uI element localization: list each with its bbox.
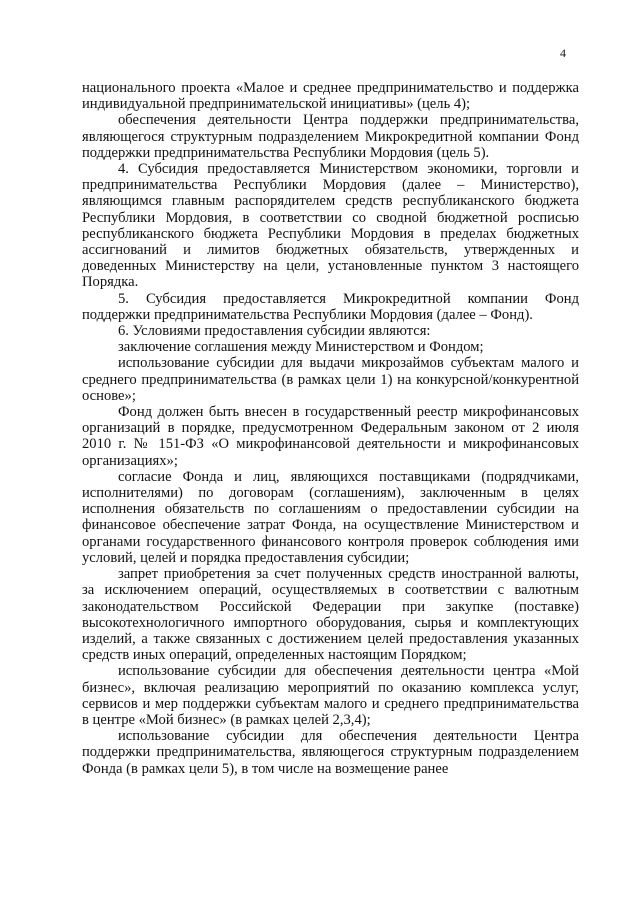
paragraph-clause-6: 6. Условиями предоставления субсидии являются: [118,323,431,340]
document-body [82,80,579,777]
paragraph-registry: Фонд должен быть внесен в государственный реестр микрофинансовых организаций в порядке, предусмотренном Федеральным законом от 2 июля 2010 г. № 151-ФЗ «О микрофинансовой деятельности и микрофинансовых организациях»; [82,404,579,469]
paragraph-clause-5: 5. Субсидия предоставляется Микрокредитной компании Фонд поддержки предпринимательства Республики Мордовия (далее – Фонд). [82,290,579,323]
paragraph-clause-4: 4. Субсидия предоставляется Министерством экономики, торговли и предпринимательства Республики Мордовия (далее – Министерство), являющимся главным распорядителем средств республиканского бюджета Республики Мордовия, в соответствии со сводной бюджетной росписью республиканского бюджета Республики Мордовия в пределах бюджетных ассигнований и лимитов бюджетных обязательств, утвержденных и доведенных Министерству на цели, установленные пунктом 3 настоящего Порядка. [82,161,579,291]
paragraph-currency-ban: запрет приобретения за счет полученных средств иностранной валюты, за исключением операций, осуществляемых в соответствии с валютным законодательством Российской Федерации при закупке (поставке) высокотехнологичного импортного оборудования, сырья и комплектующих изделий, а также связанных с достижением целей предоставления указанных средств иных операций, определенных настоящим Порядком; [82,566,579,664]
paragraph-my-business-center: использование субсидии для обеспечения деятельности центра «Мой бизнес», включая реализацию мероприятий по оказанию комплекса услуг, сервисов и мер поддержки субъектам малого и среднего предпринимательства в центре «Мой бизнес» (в рамках целей 2,3,4); [82,663,579,728]
paragraph-microloans: использование субсидии для выдачи микрозаймов субъектам малого и среднего предпринимательства (в рамках цели 1) на конкурсной/конкурентной основе»; [82,355,579,404]
paragraph-goal-5: обеспечения деятельности Центра поддержки предпринимательства, являющегося структурным подразделением Микрокредитной компании Фонд поддержки предпринимательства Республики Мордовия (цель 5). [82,112,579,161]
paragraph-support-center: использование субсидии для обеспечения деятельности Центра поддержки предпринимательства, являющегося структурным подразделением Фонда (в рамках цели 5), в том числе на возмещение ранее [82,728,579,777]
page-number: 4 [560,46,566,60]
paragraph-goal-4-continuation: национального проекта «Малое и среднее предпринимательство и поддержка индивидуальной предпринимательской инициативы» (цель 4); [82,80,579,113]
paragraph-agreement: заключение соглашения между Министерством и Фондом; [118,339,484,356]
paragraph-consent: согласие Фонда и лиц, являющихся поставщиками (подрядчиками, исполнителями) по договорам (соглашениям), заключенным в целях исполнения обязательств по соглашениям о предоставлении субсидии на финансовое обеспечение затрат Фонда, на осуществление Министерством и органами государственного финансового контроля проверок соблюдения ими условий, целей и порядка предоставления субсидии; [82,468,579,566]
